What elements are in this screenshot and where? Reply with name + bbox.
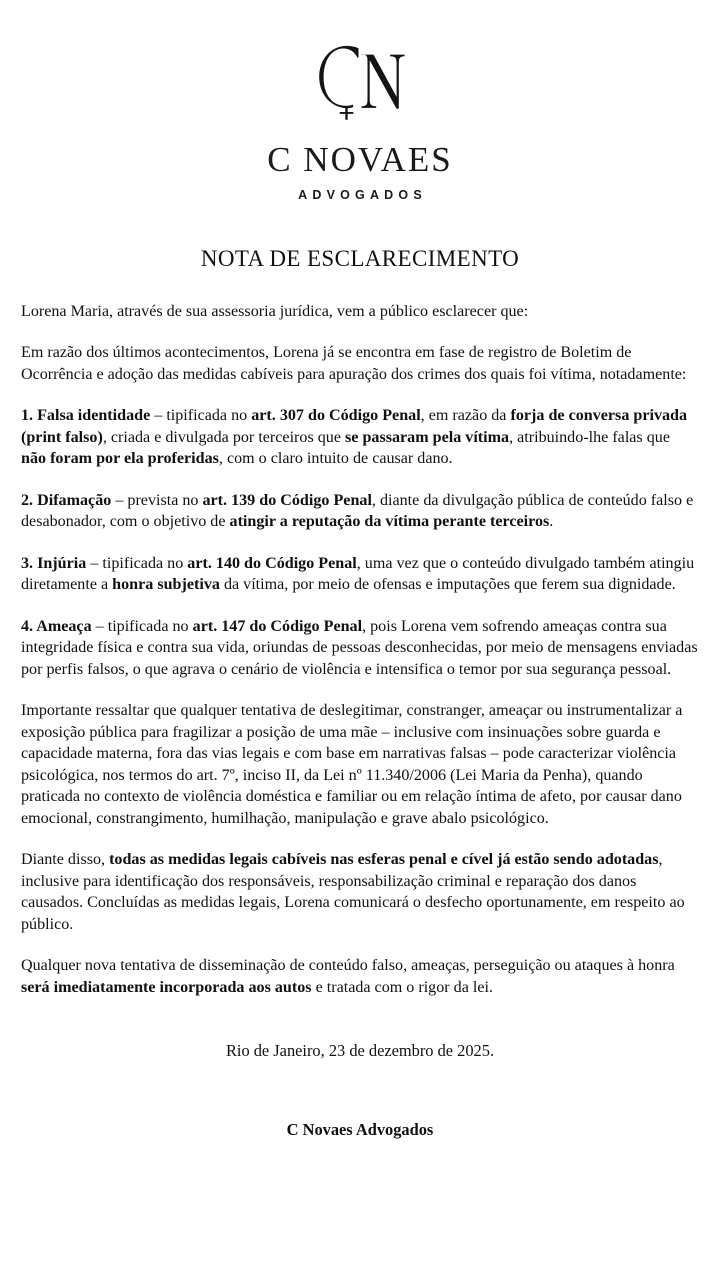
emphasis-text: art. 140 do Código Penal — [187, 554, 357, 572]
body-text: Diante disso, — [21, 851, 110, 869]
paragraph-item-2-difamacao — [21, 490, 699, 533]
body-text: , inclusive para identificação dos responsáveis, responsabilização criminal e reparação dos danos causados. Concluídas as medidas legais, Lorena comunicará o desfecho oportunamente, em respeito ao público. — [21, 851, 685, 933]
body-text: – prevista no — [111, 491, 203, 509]
body-text: Qualquer nova tentativa de disseminação de conteúdo falso, ameaças, perseguição ou ataques à honra — [21, 957, 675, 975]
emphasis-text: art. 307 do Código Penal — [251, 407, 421, 425]
emphasis-text: 4. Ameaça — [21, 617, 92, 635]
body-text: – tipificada no — [91, 617, 193, 635]
body-text: – tipificada no — [150, 407, 252, 425]
emphasis-text: atingir a reputação da vítima perante terceiros — [229, 513, 550, 531]
cn-monogram-icon — [314, 44, 406, 128]
emphasis-text: 2. Difamação — [21, 491, 112, 509]
body-text: da vítima, por meio de ofensas e imputações que ferem sua dignidade. — [219, 576, 676, 594]
paragraph-item-4-ameaca — [21, 616, 699, 681]
emphasis-text: forja de conversa privada (print falso) — [21, 407, 688, 446]
body-text: – tipificada no — [86, 554, 188, 572]
body-text: Lorena Maria, através de sua assessoria jurídica, vem a público esclarecer que: — [21, 302, 529, 320]
paragraph-item-1-falsa-identidade — [21, 405, 699, 470]
body-text: , em razão da — [420, 407, 511, 425]
firm-subwordmark: ADVOGADOS — [298, 187, 427, 202]
body-text: . — [549, 513, 554, 531]
body-text: Importante ressaltar que qualquer tentativa de deslegitimar, constranger, ameaçar ou instrumentalizar a exposição pública para fragilizar a posição de uma mãe – inclusive com insinuações sobre guarda e capacidade materna, fora das vias legais e com base em narrativas falsas – pode caracterizar violência psicológica, nos termos do art. 7º, inciso II, da Lei nº 11.340/2006 (Lei Maria da Penha), quando praticada no contexto de violência doméstica e familiar ou em relação íntima de afeto, por causar dano emocional, constrangimento, humilhação, manipulação e grave abalo psicológico. — [21, 702, 683, 827]
body-text: , pois Lorena vem sofrendo ameaças contra sua integridade física e contra sua vida, oriundas de pessoas desconhecidas, por meio de mensagens enviadas por perfis falsos, o que agrava o cenário de violência e intensifica o temor por sua segurança pessoal. — [21, 617, 698, 678]
emphasis-text: não foram por ela proferidas — [21, 450, 219, 468]
emphasis-text: 1. Falsa identidade — [21, 407, 151, 425]
emphasis-text: art. 139 do Código Penal — [202, 491, 372, 509]
paragraph-item-3-injuria — [21, 553, 699, 596]
emphasis-text: será imediatamente incorporada aos autos — [21, 978, 312, 996]
paragraph-intro — [21, 301, 699, 323]
dateline: Rio de Janeiro, 23 de dezembro de 2025. — [225, 1041, 495, 1061]
firm-wordmark: C NOVAES — [267, 140, 453, 179]
document-body — [20, 301, 700, 999]
body-text: , criada e divulgada por terceiros que — [102, 428, 346, 446]
emphasis-text: se passaram pela vítima — [345, 428, 510, 446]
emphasis-text: todas as medidas legais cabíveis nas esferas penal e cível já estão sendo adotadas — [109, 851, 659, 869]
letterhead — [20, 0, 700, 202]
body-text: , com o claro intuito de causar dano. — [218, 450, 453, 468]
paragraph-advertencia — [21, 955, 699, 998]
emphasis-text: 3. Injúria — [21, 554, 87, 572]
body-text: Em razão dos últimos acontecimentos, Lorena já se encontra em fase de registro de Boletim de Ocorrência e adoção das medidas cabíveis para apuração dos crimes dos quais foi vítima, notadamente: — [21, 344, 687, 383]
emphasis-text: art. 147 do Código Penal — [192, 617, 363, 635]
paragraph-medidas-legais — [21, 849, 699, 935]
page-title: NOTA DE ESCLARECIMENTO — [200, 245, 520, 271]
paragraph-context — [21, 342, 699, 385]
emphasis-text: honra subjetiva — [112, 576, 220, 594]
signature-block: C Novaes Advogados — [286, 1120, 434, 1140]
body-text: , atribuindo-lhe falas que — [509, 428, 670, 446]
body-text: e tratada com o rigor da lei. — [311, 978, 493, 996]
body-text: , diante da divulgação pública de conteúdo falso e desabonador, com o objetivo de — [21, 491, 694, 531]
paragraph-violencia-psicologica — [21, 700, 699, 829]
body-text: , uma vez que o conteúdo divulgado também atingiu diretamente a — [21, 554, 695, 594]
